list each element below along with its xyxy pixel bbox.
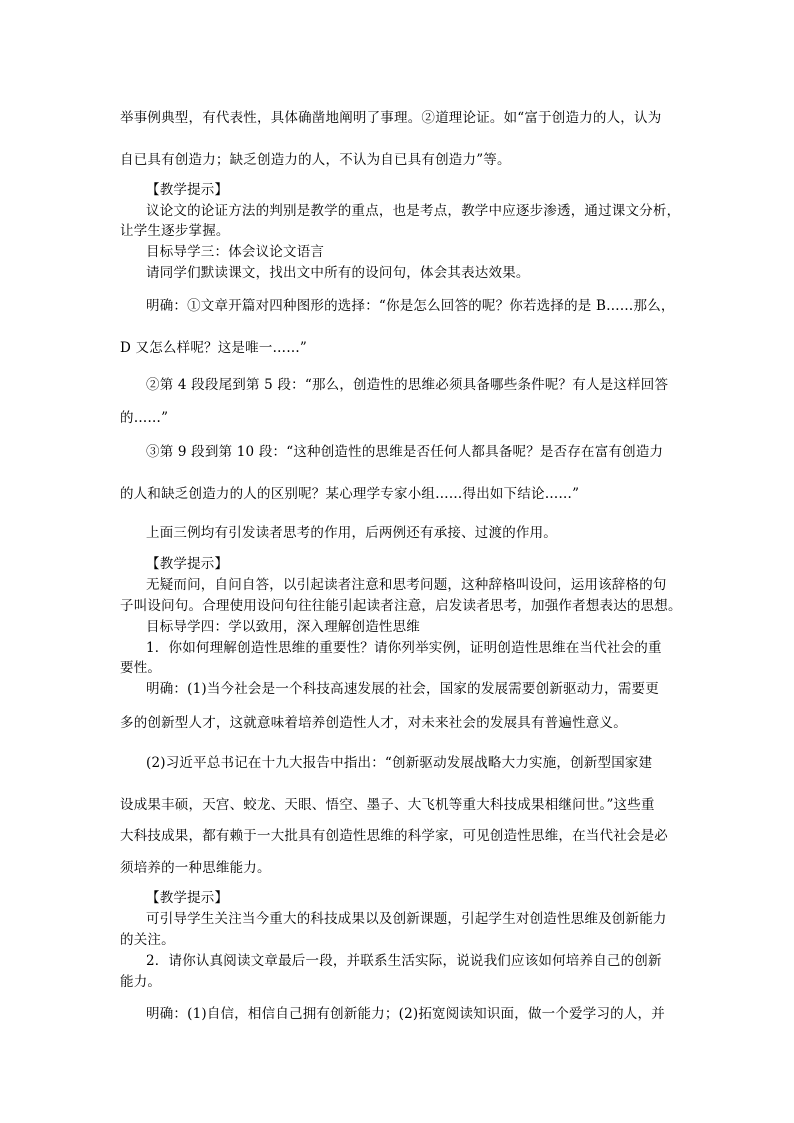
body-line: 自已具有创造力；缺乏创造力的人，不认为自已具有创造力”等。 <box>120 152 511 168</box>
body-line: 须培养的一种思维能力。 <box>120 860 271 876</box>
body-line: 多的创新型人才，这就意味着培养创造性人才，对未来社会的发展具有普遍性意义。 <box>120 715 627 731</box>
body-line: 无疑而问，自问自答，以引起读者注意和思考问题，这种辞格叫设问，运用该辞格的句 <box>146 577 667 593</box>
body-line: 上面三例均有引发读者思考的作用，后两例还有承接、过渡的作用。 <box>146 525 557 541</box>
teaching-tip-heading: 【教学提示】 <box>146 890 229 906</box>
body-line: 大科技成果，都有赖于一大批具有创造性思维的科学家，可见创造性思维，在当代社会是必 <box>120 828 668 844</box>
body-line: 子叫设问句。合理使用设问句往往能引起读者注意，启发读者思考，加强作者想表达的思想。 <box>120 598 682 614</box>
body-line: 举事例典型，有代表性，具体确凿地阐明了事理。②道理论证。如“富于创造力的人，认为 <box>120 110 662 126</box>
body-line: (2)习近平总书记在十九大报告中指出：“创新驱动发展战略大力实施，创新型国家建 <box>146 755 653 771</box>
body-line: ②第 4 段段尾到第 5 段：“那么，创造性的思维必须具备哪些条件呢？有人是这样回答 <box>146 377 669 393</box>
body-line: 的……” <box>120 410 169 426</box>
body-line: 1．你如何理解创造性思维的重要性？请你列举实例，证明创造性思维在当代社会的重 <box>146 640 662 656</box>
body-line: 设成果丰硕，天宫、蛟龙、天眼、悟空、墨子、大飞机等重大科技成果相继问世。”这些重 <box>120 797 655 813</box>
body-line: 议论文的论证方法的判别是教学的重点，也是考点，教学中应逐步渗透，通过课文分析， <box>146 203 681 219</box>
body-line: 明确：(1)自信，相信自己拥有创新能力；(2)拓宽阅读知识面，做一个爱学习的人，并 <box>146 1006 665 1022</box>
body-line: 明确：(1)当今社会是一个科技高速发展的社会，国家的发展需要创新驱动力，需要更 <box>146 681 659 697</box>
body-line: ③第 9 段到第 10 段：“这种创造性的思维是否任何人都具备呢？是否存在富有创造力 <box>146 444 664 460</box>
body-line: 能力。 <box>120 974 162 990</box>
body-line: 请同学们默读课文，找出文中所有的设问句，体会其表达效果。 <box>146 265 530 281</box>
body-line: 明确：①文章开篇对四种图形的选择：“你是怎么回答的呢？你若选择的是 B……那么， <box>146 298 675 314</box>
body-line: 要性。 <box>120 660 162 676</box>
body-line: 可引导学生关注当今重大的科技成果以及创新课题，引起学生对创造性思维及创新能力 <box>146 911 667 927</box>
body-line: 2．请你认真阅读文章最后一段，并联系生活实际，说说我们应该如何培养自己的创新 <box>146 953 662 969</box>
body-line: 的关注。 <box>120 932 175 948</box>
body-line: 的人和缺乏创造力的人的区别呢？某心理学专家小组……得出如下结论……” <box>120 486 580 502</box>
body-line: D 又怎么样呢？这是唯一……” <box>120 340 308 356</box>
teaching-tip-heading: 【教学提示】 <box>146 182 229 198</box>
section-heading: 目标导学四：学以致用，深入理解创造性思维 <box>146 619 420 635</box>
section-heading: 目标导学三：体会议论文语言 <box>146 244 325 260</box>
body-line: 让学生逐步掌握。 <box>120 223 230 239</box>
teaching-tip-heading: 【教学提示】 <box>146 556 229 572</box>
